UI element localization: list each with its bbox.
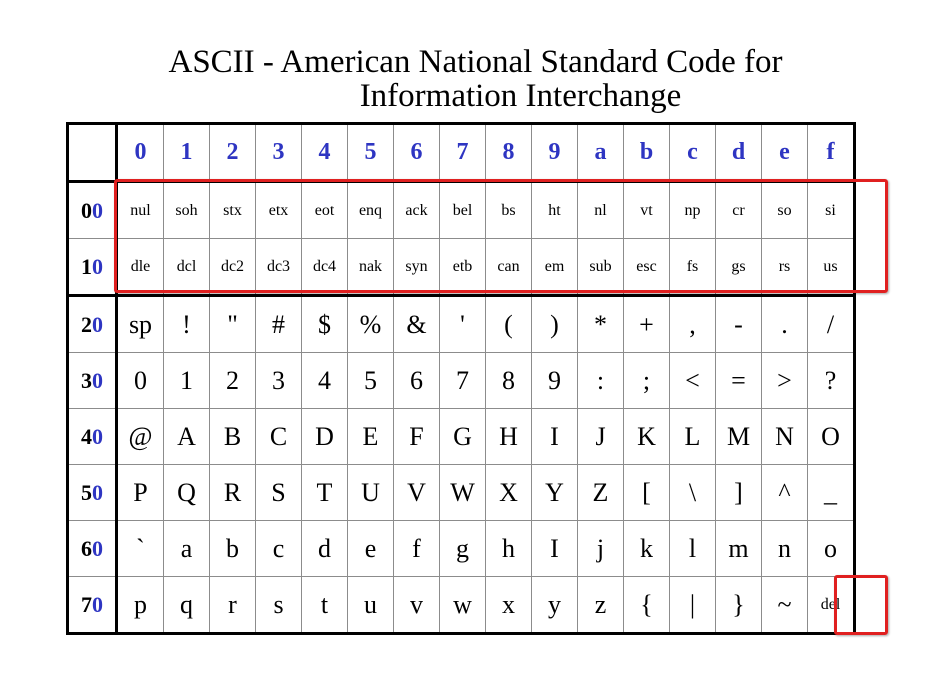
char-cell: c <box>256 521 302 577</box>
char-cell: gs <box>716 239 762 296</box>
column-header-4: 4 <box>302 124 348 182</box>
char-cell: : <box>578 353 624 409</box>
column-header-8: 8 <box>486 124 532 182</box>
char-cell: 3 <box>256 353 302 409</box>
char-cell: ] <box>716 465 762 521</box>
char-cell: e <box>348 521 394 577</box>
char-cell: del <box>808 577 855 634</box>
table-row <box>68 353 855 409</box>
table-row <box>68 409 855 465</box>
char-cell: _ <box>808 465 855 521</box>
char-cell: Q <box>164 465 210 521</box>
row-header <box>68 465 117 521</box>
table-row <box>68 577 855 634</box>
char-cell: u <box>348 577 394 634</box>
char-cell: k <box>624 521 670 577</box>
char-cell: 4 <box>302 353 348 409</box>
row-header <box>68 521 117 577</box>
char-cell: h <box>486 521 532 577</box>
row-header-high-digit: 2 <box>81 311 92 337</box>
char-cell: s <box>256 577 302 634</box>
char-cell: } <box>716 577 762 634</box>
row-header-low-digit: 0 <box>92 253 103 279</box>
char-cell: V <box>394 465 440 521</box>
row-header-high-digit: 3 <box>81 367 92 393</box>
char-cell: F <box>394 409 440 465</box>
char-cell: p <box>117 577 164 634</box>
char-cell: * <box>578 296 624 353</box>
char-cell: M <box>716 409 762 465</box>
char-cell: ( <box>486 296 532 353</box>
char-cell: si <box>808 182 855 239</box>
char-cell: enq <box>348 182 394 239</box>
char-cell: dc3 <box>256 239 302 296</box>
char-cell: D <box>302 409 348 465</box>
column-header-9: 9 <box>532 124 578 182</box>
char-cell: { <box>624 577 670 634</box>
row-header <box>68 182 117 239</box>
table-row <box>68 296 855 353</box>
column-header-6: 6 <box>394 124 440 182</box>
char-cell: o <box>808 521 855 577</box>
char-cell: nl <box>578 182 624 239</box>
char-cell: T <box>302 465 348 521</box>
char-cell: J <box>578 409 624 465</box>
char-cell: H <box>486 409 532 465</box>
char-cell: ? <box>808 353 855 409</box>
row-header-high-digit: 5 <box>81 479 92 505</box>
column-header-b: b <box>624 124 670 182</box>
char-cell: ack <box>394 182 440 239</box>
char-cell: so <box>762 182 808 239</box>
char-cell: j <box>578 521 624 577</box>
char-cell: ht <box>532 182 578 239</box>
char-cell: v <box>394 577 440 634</box>
row-header <box>68 353 117 409</box>
char-cell: % <box>348 296 394 353</box>
row-header <box>68 296 117 353</box>
char-cell: & <box>394 296 440 353</box>
char-cell: N <box>762 409 808 465</box>
char-cell: Y <box>532 465 578 521</box>
page-subtitle: Information Interchange <box>359 78 682 114</box>
char-cell: sp <box>117 296 164 353</box>
char-cell: eot <box>302 182 348 239</box>
char-cell: | <box>670 577 716 634</box>
column-header-2: 2 <box>210 124 256 182</box>
char-cell: Z <box>578 465 624 521</box>
char-cell: dc4 <box>302 239 348 296</box>
table-row <box>68 521 855 577</box>
char-cell: ) <box>532 296 578 353</box>
char-cell: > <box>762 353 808 409</box>
char-cell: B <box>210 409 256 465</box>
char-cell: U <box>348 465 394 521</box>
column-header-7: 7 <box>440 124 486 182</box>
column-header-f: f <box>808 124 855 182</box>
char-cell: < <box>670 353 716 409</box>
row-header-high-digit: 4 <box>81 423 92 449</box>
char-cell: ^ <box>762 465 808 521</box>
char-cell: y <box>532 577 578 634</box>
char-cell: stx <box>210 182 256 239</box>
char-cell: C <box>256 409 302 465</box>
char-cell: 5 <box>348 353 394 409</box>
corner-cell <box>68 124 117 182</box>
char-cell: # <box>256 296 302 353</box>
char-cell: 0 <box>117 353 164 409</box>
char-cell: ~ <box>762 577 808 634</box>
row-header-low-digit: 0 <box>92 423 103 449</box>
char-cell: x <box>486 577 532 634</box>
char-cell: [ <box>624 465 670 521</box>
char-cell: soh <box>164 182 210 239</box>
char-cell: , <box>670 296 716 353</box>
table-row <box>68 182 855 239</box>
row-header-low-digit: 0 <box>92 535 103 561</box>
row-header-low-digit: 0 <box>92 479 103 505</box>
column-header-row <box>68 124 855 182</box>
column-header-3: 3 <box>256 124 302 182</box>
char-cell: esc <box>624 239 670 296</box>
char-cell: cr <box>716 182 762 239</box>
char-cell: z <box>578 577 624 634</box>
char-cell: dle <box>117 239 164 296</box>
column-header-c: c <box>670 124 716 182</box>
char-cell: = <box>716 353 762 409</box>
char-cell: A <box>164 409 210 465</box>
char-cell: bel <box>440 182 486 239</box>
char-cell: rs <box>762 239 808 296</box>
row-header-low-digit: 0 <box>92 311 103 337</box>
char-cell: ' <box>440 296 486 353</box>
char-cell: P <box>117 465 164 521</box>
char-cell: nak <box>348 239 394 296</box>
char-cell: nul <box>117 182 164 239</box>
char-cell: dcl <box>164 239 210 296</box>
char-cell: W <box>440 465 486 521</box>
char-cell: L <box>670 409 716 465</box>
char-cell: 9 <box>532 353 578 409</box>
column-header-5: 5 <box>348 124 394 182</box>
char-cell: r <box>210 577 256 634</box>
char-cell: $ <box>302 296 348 353</box>
char-cell: ` <box>117 521 164 577</box>
char-cell: 1 <box>164 353 210 409</box>
char-cell: ; <box>624 353 670 409</box>
char-cell: etb <box>440 239 486 296</box>
char-cell: can <box>486 239 532 296</box>
row-header-high-digit: 6 <box>81 535 92 561</box>
char-cell: S <box>256 465 302 521</box>
char-cell: X <box>486 465 532 521</box>
char-cell: us <box>808 239 855 296</box>
row-header-high-digit: 7 <box>81 591 92 617</box>
char-cell: em <box>532 239 578 296</box>
char-cell: I <box>532 521 578 577</box>
char-cell: E <box>348 409 394 465</box>
row-header-low-digit: 0 <box>92 591 103 617</box>
char-cell: b <box>210 521 256 577</box>
char-cell: 8 <box>486 353 532 409</box>
char-cell: f <box>394 521 440 577</box>
row-header-low-digit: 0 <box>92 367 103 393</box>
column-header-1: 1 <box>164 124 210 182</box>
table-row <box>68 239 855 296</box>
ascii-table <box>66 122 856 635</box>
char-cell: + <box>624 296 670 353</box>
char-cell: a <box>164 521 210 577</box>
char-cell: t <box>302 577 348 634</box>
column-header-e: e <box>762 124 808 182</box>
char-cell: I <box>532 409 578 465</box>
char-cell: \ <box>670 465 716 521</box>
column-header-d: d <box>716 124 762 182</box>
char-cell: w <box>440 577 486 634</box>
row-header-low-digit: 0 <box>92 197 103 223</box>
char-cell: bs <box>486 182 532 239</box>
char-cell: g <box>440 521 486 577</box>
row-header <box>68 409 117 465</box>
char-cell: etx <box>256 182 302 239</box>
char-cell: 2 <box>210 353 256 409</box>
char-cell: 7 <box>440 353 486 409</box>
char-cell: K <box>624 409 670 465</box>
char-cell: l <box>670 521 716 577</box>
table-row <box>68 465 855 521</box>
char-cell: . <box>762 296 808 353</box>
char-cell: O <box>808 409 855 465</box>
row-header-high-digit: 0 <box>81 197 92 223</box>
char-cell: sub <box>578 239 624 296</box>
char-cell: syn <box>394 239 440 296</box>
page-title: ASCII - American National Standard Code for <box>168 44 783 80</box>
char-cell: fs <box>670 239 716 296</box>
char-cell: ! <box>164 296 210 353</box>
char-cell: m <box>716 521 762 577</box>
char-cell: dc2 <box>210 239 256 296</box>
column-header-a: a <box>578 124 624 182</box>
char-cell: " <box>210 296 256 353</box>
row-header <box>68 577 117 634</box>
row-header <box>68 239 117 296</box>
char-cell: @ <box>117 409 164 465</box>
row-header-high-digit: 1 <box>81 253 92 279</box>
char-cell: q <box>164 577 210 634</box>
char-cell: G <box>440 409 486 465</box>
char-cell: R <box>210 465 256 521</box>
char-cell: d <box>302 521 348 577</box>
char-cell: 6 <box>394 353 440 409</box>
char-cell: n <box>762 521 808 577</box>
char-cell: np <box>670 182 716 239</box>
char-cell: - <box>716 296 762 353</box>
char-cell: / <box>808 296 855 353</box>
column-header-0: 0 <box>117 124 164 182</box>
char-cell: vt <box>624 182 670 239</box>
